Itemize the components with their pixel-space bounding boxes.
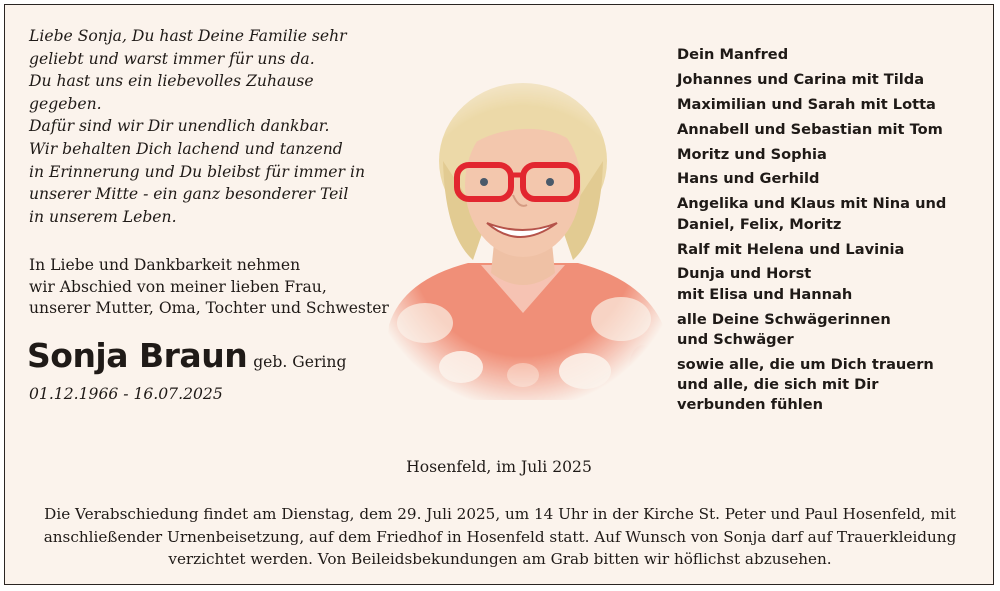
obituary-notice	[4, 4, 994, 585]
deceased-name-line	[27, 336, 346, 375]
mourner-entry: Johannes und Carina mit Tilda	[677, 70, 925, 88]
farewell-intro: In Liebe und Dankbarkeit nehmen wir Abschied von meiner lieben Frau, unserer Mutter, Oma, Tochter und Schwester	[29, 256, 389, 317]
mourner-entry: Hans und Gerhild	[677, 170, 820, 188]
maiden-name: geb. Gering	[253, 353, 347, 371]
mourner-entry: alle Deine Schwägerinnen und Schwäger	[677, 310, 891, 348]
mourner-entry: Annabell und Sebastian mit Tom	[677, 120, 943, 138]
mourner-entry: Maximilian und Sarah mit Lotta	[677, 95, 936, 113]
life-dates: 01.12.1966 - 16.07.2025	[29, 385, 223, 403]
mourner-entry: Moritz und Sophia	[677, 145, 827, 163]
mourner-entry: Ralf mit Helena und Lavinia	[677, 240, 905, 258]
ceremony-details: Die Verabschiedung findet am Dienstag, dem 29. Juli 2025, um 14 Uhr in der Kirche St. Peter und Paul Hosenfeld, mit anschließender Urnenbeisetzung, auf dem Friedhof in Hosenfeld statt. Auf Wunsch von Sonja darf auf Trauerkleidung verzichtet werden. Von Beileidsbekundungen am Grab bitten wir höflichst abzusehen.	[43, 505, 957, 568]
mourners-list	[677, 45, 977, 420]
mourner-entry: Dunja und Horst mit Elisa und Hannah	[677, 265, 853, 303]
mourner-entry: Dein Manfred	[677, 46, 789, 63]
portrait-photo	[373, 75, 673, 400]
memorial-poem: Liebe Sonja, Du hast Deine Familie sehr geliebt und warst immer für uns da. Du hast uns ein liebevolles Zuhause gegeben. Dafür sind wir Dir unendlich dankbar. Wir behalten Dich lachend und tanzend in Erinnerung und Du bleibst für immer in unserer Mitte - ein ganz besonderer Teil in unserem Leben.	[29, 27, 365, 226]
place-date: Hosenfeld, im Juli 2025	[406, 458, 592, 476]
mourner-entry: Angelika und Klaus mit Nina und Daniel, Felix, Moritz	[677, 195, 947, 233]
deceased-name: Sonja Braun	[27, 336, 248, 375]
mourner-entry: sowie alle, die um Dich trauern und alle, die sich mit Dir verbunden fühlen	[677, 355, 934, 414]
